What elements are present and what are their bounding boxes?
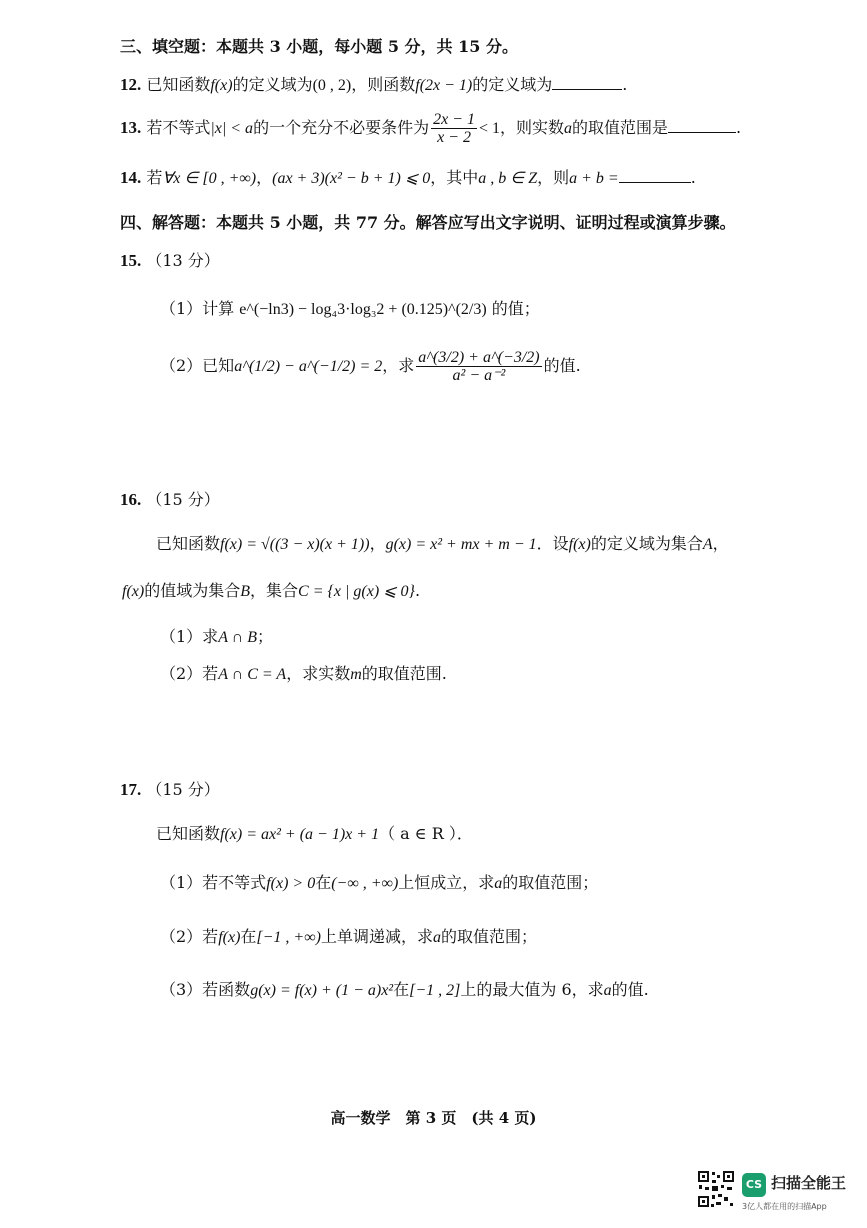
q16-fx: f(x) (568, 536, 591, 553)
q13-frac-numerator: 2x − 1 (433, 111, 475, 128)
question-number: 13. (120, 118, 142, 137)
q16-set-a: A (702, 536, 713, 553)
camscanner-name: 扫描全能王 (771, 1174, 847, 1192)
page-footer: 高一数学 第 3 页 (共 4 页) (330, 1109, 537, 1127)
q12-fx: f(x) (210, 77, 233, 94)
q17-p3-text: 在 (393, 980, 410, 999)
question-number: 12. (120, 75, 142, 94)
q15-p1-label: （1）计算 (160, 299, 235, 318)
q12-end: . (622, 75, 628, 94)
q12-domain: (0 , 2) (312, 77, 352, 94)
question-15-part-1 (160, 298, 540, 321)
q16-text: ， (712, 534, 729, 553)
camscanner-tagline: 3亿人都在用的扫描App (742, 1202, 827, 1211)
question-16-part-1 (160, 626, 273, 649)
q14-end: . (690, 168, 696, 187)
q15-p2-end: 的值. (543, 356, 581, 375)
q16-p1-expr: A ∩ B (218, 629, 257, 646)
q12-text: ，则函数 (351, 75, 416, 94)
q16-p2-label: （2）若 (160, 664, 219, 683)
question-12 (120, 74, 627, 97)
q16-p2-expr: A ∩ C = A (218, 666, 287, 683)
question-17-header (120, 779, 220, 801)
question-number: 17. (120, 780, 142, 799)
question-score: （15 分） (146, 780, 220, 799)
q16-p2-mid: ，求实数 (286, 664, 351, 683)
q17-p3-text: （3）若函数 (160, 980, 251, 999)
q17-p2-var: a (432, 929, 441, 946)
q17-condition: （ a ∈ R ）． (379, 824, 473, 843)
q15-p2-mid: ，求 (382, 356, 415, 375)
q14-expr: (ax + 3)(x² − b + 1) ⩽ 0 (272, 170, 431, 187)
q15-p1-expression: e^(−ln3) − log₄3·log₃2 + (0.125)^(2/3) (239, 301, 487, 318)
q17-p3-var: a (603, 982, 612, 999)
q15-p2-given: a^(1/2) − a^(−1/2) = 2 (234, 358, 383, 375)
q16-set-b: B (240, 583, 250, 600)
question-17-part-3 (160, 979, 649, 1002)
section-answer-heading: 四、解答题：本题共 5 小题，共 77 分。解答应写出文字说明、证明过程或演算步骤。 (120, 213, 736, 232)
q17-p2-interval: [−1 , +∞) (256, 929, 321, 946)
question-number: 16. (120, 490, 142, 509)
question-15-part-2 (160, 346, 581, 387)
q16-text: 的定义域为集合 (590, 534, 703, 553)
answer-blank[interactable] (619, 168, 691, 183)
q17-p2-text: 在 (240, 927, 257, 946)
q14-text: ，其中 (430, 168, 479, 187)
q14-ab: a , b ∈ Z (478, 170, 538, 187)
q17-p2-text: （2）若 (160, 927, 219, 946)
q13-end: . (736, 118, 742, 137)
q14-comma: ， (256, 168, 273, 187)
q17-p3-text: 上的最大值为 6，求 (460, 980, 604, 999)
q16-text: ， (369, 534, 386, 553)
q17-p2-text: 的取值范围； (440, 927, 537, 946)
question-15-header (120, 250, 220, 272)
question-16-line-2 (122, 580, 420, 603)
q12-text: 已知函数 (146, 75, 211, 94)
answer-blank[interactable] (552, 75, 622, 90)
question-16-header (120, 489, 220, 511)
q16-text: 的值域为集合 (144, 581, 241, 600)
question-number: 15. (120, 251, 142, 270)
q15-p2-fraction (416, 349, 541, 384)
q16-text: . (414, 581, 421, 600)
q17-p1-text: 上恒成立，求 (398, 873, 495, 892)
q16-text: ．设 (536, 534, 569, 553)
q17-p1-interval: (−∞ , +∞) (331, 875, 399, 892)
q12-text: 的定义域为 (232, 75, 313, 94)
q13-text: ，则实数 (500, 118, 565, 137)
q15-p1-end: 的值； (491, 299, 540, 318)
q17-text: 已知函数 (156, 824, 221, 843)
q17-p3-text: 的值. (611, 980, 649, 999)
q16-text: ，集合 (250, 581, 299, 600)
q13-text: 的取值范围是 (572, 118, 669, 137)
q16-p1-label: （1）求 (160, 627, 219, 646)
q16-set-c: C = {x | g(x) ⩽ 0} (298, 583, 415, 600)
q17-p3-interval: [−1 , 2] (409, 982, 461, 999)
q13-text: 的一个充分不必要条件为 (253, 118, 430, 137)
q16-text: 已知函数 (156, 534, 221, 553)
q14-text: ，则 (537, 168, 570, 187)
q17-p2-fx: f(x) (218, 929, 241, 946)
question-16-line-1 (156, 533, 729, 556)
q13-abs: |x| < a (210, 120, 254, 137)
q16-p2-var: m (350, 666, 362, 683)
q17-p1-var: a (494, 875, 503, 892)
q14-text: 若 (146, 168, 163, 187)
q16-gx-def: g(x) = x² + mx + m − 1 (385, 536, 537, 553)
q16-p1-end: ； (257, 627, 274, 646)
qr-code-icon (697, 1170, 735, 1208)
q13-fraction (431, 111, 477, 146)
q13-var-a: a (564, 120, 573, 137)
question-number: 14. (120, 168, 142, 187)
q16-p2-end: 的取值范围. (361, 664, 447, 683)
q17-p2-text: 上单调递减，求 (320, 927, 433, 946)
question-score: （15 分） (146, 490, 220, 509)
q17-p1-text: 的取值范围； (502, 873, 599, 892)
q14-sum: a + b = (569, 170, 619, 187)
question-17-line-1 (156, 823, 473, 846)
q13-text: 若不等式 (146, 118, 211, 137)
question-14 (120, 167, 696, 190)
question-13 (120, 110, 741, 147)
answer-blank[interactable] (668, 118, 736, 133)
camscanner-logo: CS (742, 1173, 766, 1197)
q14-forall: ∀x ∈ [0 , +∞) (162, 170, 257, 187)
q13-lt1: < 1 (478, 120, 501, 137)
q13-frac-denominator: x − 2 (437, 129, 471, 146)
question-score: （13 分） (146, 251, 220, 270)
q17-p1-text: （1）若不等式 (160, 873, 267, 892)
q17-p1-expr: f(x) > 0 (266, 875, 316, 892)
q17-fx-def: f(x) = ax² + (a − 1)x + 1 (220, 826, 380, 843)
q15-p2-denominator: a² − a⁻² (452, 367, 506, 384)
q17-p1-text: 在 (315, 873, 332, 892)
q16-fx: f(x) (122, 583, 145, 600)
question-16-part-2 (160, 663, 447, 686)
q15-p2-numerator: a^(3/2) + a^(−3/2) (418, 349, 540, 366)
q12-f2x: f(2x − 1) (415, 77, 473, 94)
q12-text: 的定义域为 (472, 75, 553, 94)
q15-p2-label: （2）已知 (160, 356, 235, 375)
q16-fx-def: f(x) = √((3 − x)(x + 1)) (220, 536, 370, 553)
question-17-part-2 (160, 926, 537, 949)
section-fill-in-heading: 三、填空题：本题共 3 小题，每小题 5 分，共 15 分。 (120, 37, 518, 56)
question-17-part-1 (160, 872, 598, 895)
q17-p3-expr: g(x) = f(x) + (1 − a)x² (250, 982, 394, 999)
